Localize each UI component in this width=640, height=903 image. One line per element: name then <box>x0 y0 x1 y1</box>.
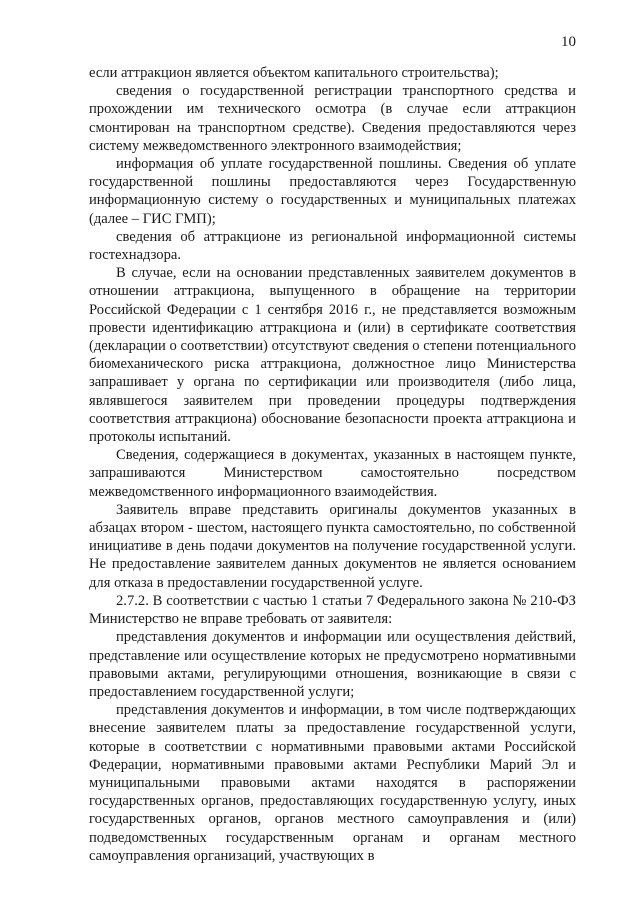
paragraph: представления документов и информации или осуществления действий, представление или осуществление которых не предусмотрено нормативными правовыми актами, регулирующими отношения, возникающие в связи с предоставлением государственной услуги; <box>89 629 576 700</box>
paragraph: информация об уплате государственной пошлины. Сведения об уплате государственной пошлины предоставляются через Государственную информационную систему о государственных и муниципальных платежах (далее – ГИС ГМП); <box>89 156 576 227</box>
document-body <box>89 64 576 865</box>
paragraph: сведения об аттракционе из региональной информационной системы гостехнадзора. <box>89 228 576 264</box>
paragraph: В случае, если на основании представленных заявителем документов в отношении аттракциона, выпущенного в обращение на территории Российской Федерации с 1 сентября 2016 г., не представляется возможным провести идентификацию аттракциона и (или) в сертификате соответствия (декларации о соответствии) отсутствуют сведения о степени потенциального биомеханического риска аттракциона, должностное лицо Министерства запрашивает у органа по сертификации или производителя (либо лица, являвшегося заявителем при проведении процедуры подтверждения соответствия аттракциона) обоснование безопасности проекта аттракциона и протоколы испытаний. <box>89 265 576 446</box>
page-number: 10 <box>561 34 576 50</box>
paragraph: сведения о государственной регистрации транспортного средства и прохождении им технического осмотра (в случае если аттракцион смонтирован на транспортном средстве). Сведения предоставляются через систему межведомственного электронного взаимодействия; <box>89 83 576 154</box>
paragraph: представления документов и информации, в том числе подтверждающих внесение заявителем платы за предоставление государственной услуги, которые в соответствии с нормативными правовыми актами Российской Федерации, нормативными правовыми актами Республики Марий Эл и муниципальными правовыми актами находятся в распоряжении государственных органов, предоставляющих государственную услугу, иных государственных органов, органов местного самоуправления и (или) подведомственных государственным органам и органам местного самоуправления организаций, участвующих в <box>89 702 576 864</box>
paragraph: Заявитель вправе представить оригиналы документов указанных в абзацах втором - шестом, настоящего пункта самостоятельно, по собственной инициативе в день подачи документов на получение государственной услуги. Не предоставление заявителем данных документов не является основанием для отказа в предоставлении государственной услуге. <box>89 501 576 591</box>
paragraph: 2.7.2. В соответствии с частью 1 статьи 7 Федерального закона № 210-ФЗ Министерство не вправе требовать от заявителя: <box>89 592 576 628</box>
paragraph: если аттракцион является объектом капитального строительства); <box>89 65 499 81</box>
paragraph: Сведения, содержащиеся в документах, указанных в настоящем пункте, запрашиваются Министерством самостоятельно посредством межведомственного информационного взаимодействия. <box>89 447 576 500</box>
